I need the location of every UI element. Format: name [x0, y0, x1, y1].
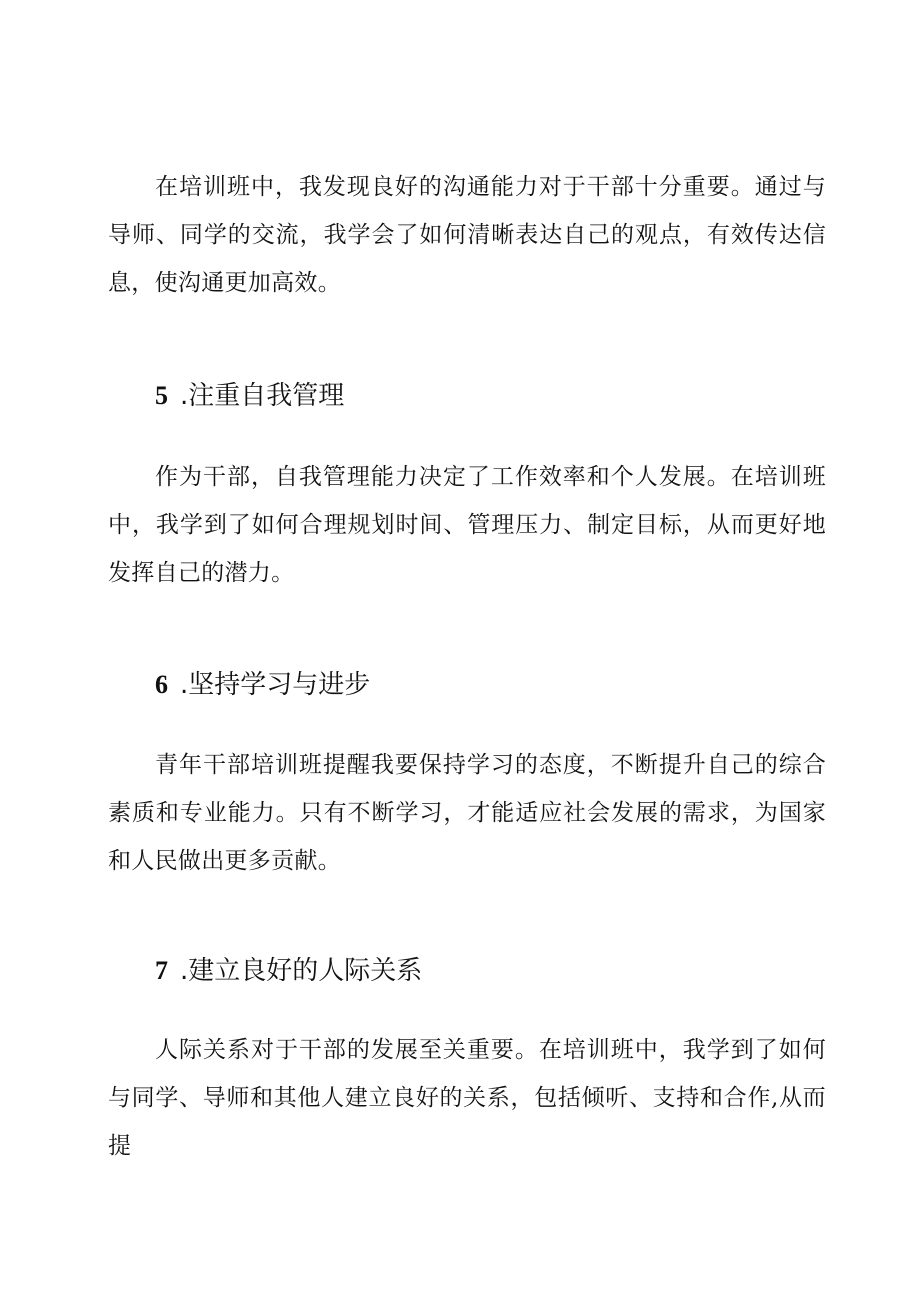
- heading-number: 7: [155, 956, 168, 985]
- heading-self-management: [155, 376, 344, 416]
- paragraph-keep-learning: 青年干部培训班提醒我要保持学习的态度，不断提升自己的综合素质和专业能力。只有不断学习，才能适应社会发展的需求，为国家和人民做出更多贡献。: [108, 752, 826, 874]
- heading-keep-learning: [155, 665, 370, 705]
- paragraph-relationships: 人际关系对于干部的发展至关重要。在培训班中，我学到了如何与同学、导师和其他人建立良好的关系，包括倾听、支持和合作,从而提: [108, 1037, 826, 1159]
- paragraph-self-management: 作为干部，自我管理能力决定了工作效率和个人发展。在培训班中，我学到了如何合理规划时间、管理压力、制定目标，从而更好地发挥自己的潜力。: [108, 464, 826, 586]
- heading-number: 5: [155, 381, 168, 410]
- heading-title: .坚持学习与进步: [180, 670, 371, 700]
- heading-number: 6: [155, 670, 168, 699]
- heading-title: .注重自我管理: [180, 381, 345, 411]
- heading-relationships: [155, 951, 422, 991]
- paragraph-communication: 在培训班中，我发现良好的沟通能力对于干部十分重要。通过与导师、同学的交流，我学会了如何清晰表达自己的观点，有效传达信息，使沟通更加高效。: [108, 174, 826, 296]
- heading-title: .建立良好的人际关系: [180, 956, 423, 986]
